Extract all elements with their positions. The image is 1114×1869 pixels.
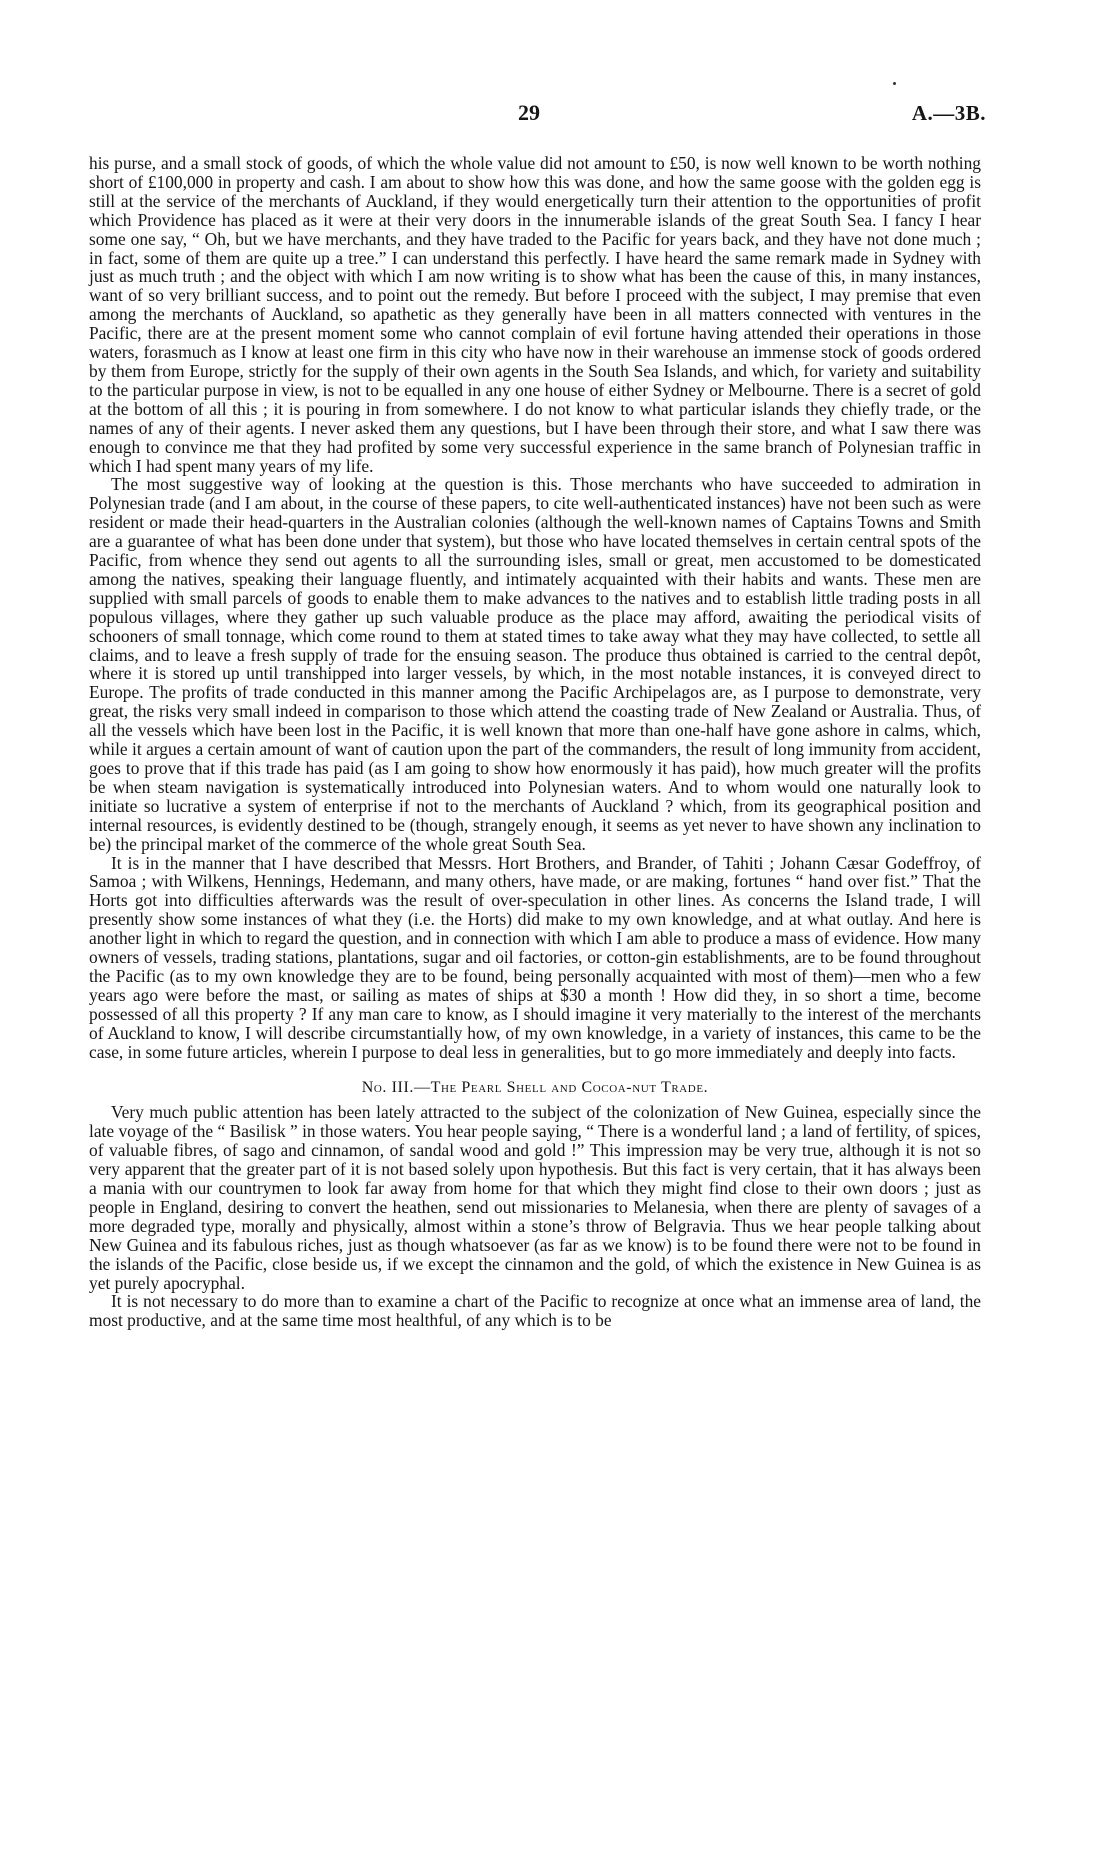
body-text <box>89 154 981 1330</box>
document-reference: A.—3B. <box>911 101 986 125</box>
paragraph-new-guinea: Very much public attention has been lately attracted to the subject of the colonization of New Guinea, especially since the late voyage of the “ Basilisk ” in those waters. You hear people saying, “ There is a wonderful land ; a land of fertility, of spices, of valuable fibres, of sago and cinnamon, of sandal wood and gold !” This impression may be very true, although it is not so very apparent that the greater part of it is not based solely upon hypothesis. But this fact is very certain, that it has always been a mania with our countrymen to look far away from home for that which they might find close to their own doors ; just as people in England, desiring to convert the heathen, send out missionaries to Melanesia, when there are plenty of savages of a more degraded type, morally and physically, almost within a stone’s throw of Belgravia. Thus we hear people talking about New Guinea and its fabulous riches, just as though whatsoever (as far as we know) is to be found there were not to be found in the islands of the Pacific, close beside us, if we except the cinnamon and the gold, of which the existence in New Guinea is as yet purely apocryphal. <box>89 1102 981 1293</box>
paragraph-suggestive-way: The most suggestive way of looking at the question is this. Those merchants who have succeeded to admiration in Polynesian trade (and I am about, in the course of these papers, to cite well-authenticated instances) have not been such as were resident or made their head-quarters in the Australian colonies (although the well-known names of Captains Towns and Smith are a guarantee of what has been done under that system), but those who have located themselves in certain central spots of the Pacific, from whence they send out agents to all the surrounding isles, small or great, men accustomed to be domesticated among the natives, speaking their language fluently, and intimately acquainted with their habits and wants. These men are supplied with small parcels of goods to enable them to make advances to the natives and to establish little trading posts in all populous villages, where they gather up such valuable produce as the place may afford, awaiting the periodical visits of schooners of small tonnage, which come round to them at stated times to take away what they may have collected, to settle all claims, and to leave a fresh supply of trade for the ensuing season. The produce thus obtained is carried to the central depôt, where it is stored up until transhipped into larger vessels, by which, in the most notable instances, it is conveyed direct to Europe. The profits of trade conducted in this manner among the Pacific Archipelagos are, as I purpose to demonstrate, very great, the risks very small indeed in comparison to those which attend the coasting trade of New Zealand or Australia. Thus, of all the vessels which have been lost in the Pacific, it is well known that more than one-half have gone ashore in calms, which, while it argues a certain amount of want of caution upon the part of the commanders, the result of long immunity from accident, goes to prove that if this trade has paid (as I am going to show how enormously it has paid), how much greater will the profits be when steam navigation is systematically introduced into Polynesian waters. And to whom would one naturally look to initiate so lucrative a system of enterprise if not to the merchants of Auckland ? which, from its geographical position and internal resources, is evidently destined to be (though, strangely enough, it seems as yet never to have shown any inclination to be) the principal market of the commerce of the whole great South Sea. <box>89 474 981 854</box>
margin-dot <box>893 82 896 85</box>
page-number: 29 <box>518 100 540 125</box>
paragraph-hort-brothers: It is in the manner that I have described that Messrs. Hort Brothers, and Brander, of Tahiti ; Johann Cæsar Godeffroy, of Samoa ; with Wilkens, Hennings, Hedemann, and many others, have made, or are making, fortunes “ hand over fist.” That the Horts got into difficulties afterwards was the result of over-speculation in other lines. As concerns the Island trade, I will presently show some instances of what they (i.e. the Horts) did make to my own knowledge, and at what outlay. And here is another light in which to regard the question, and in connection with which I am able to produce a mass of evidence. How many owners of vessels, trading stations, plantations, sugar and oil factories, or cotton-gin establishments, are to be found throughout the Pacific (as to my own knowledge they are to be found, being personally acquainted with most of them)—men who a few years ago were before the mast, or sailing as mates of ships at $30 a month ! How did they, in so short a time, become possessed of all this property ? If any man care to know, as I should imagine it very materially to the interest of the merchants of Auckland to know, I will describe circumstantially how, of my own knowledge, in a variety of instances, this came to be the case, in some future articles, wherein I purpose to deal less in generalities, but to go more immediately and deeply into facts. <box>89 852 981 1062</box>
section-heading: No. III.—The Pearl Shell and Cocoa-nut Trade. <box>361 1078 709 1096</box>
paragraph-continued: his purse, and a small stock of goods, of which the whole value did not amount to £50, is now well known to be worth nothing short of £100,000 in property and cash. I am about to show how this was done, and how the same goose with the golden egg is still at the service of the merchants of Auckland, if they would energetically turn their attention to the opportunities of profit which Providence has placed as it were at their very doors in the innumerable islands of the great South Sea. I fancy I hear some one say, “ Oh, but we have merchants, and they have traded to the Pacific for years back, and they have not done much ; in fact, some of them are quite up a tree.” I can understand this perfectly. I have heard the same remark made in Sydney with just as much truth ; and the object with which I am now writing is to show what has been the cause of this, in many instances, want of so very brilliant success, and to point out the remedy. But before I proceed with the subject, I may premise that even among the merchants of Auckland, so apathetic as they generally have been in all matters connected with ventures in the Pacific, there are at the present moment some who cannot complain of evil fortune having attended their operations in those waters, forasmuch as I know at least one firm in this city who have now in their warehouse an immense stock of goods ordered by them from Europe, strictly for the supply of their own agents in the South Sea Islands, and which, for variety and suitability to the particular purpose in view, is not to be equalled in any one house of either Sydney or Melbourne. There is a secret of gold at the bottom of all this ; it is pouring in from somewhere. I do not know to what particular islands they chiefly trade, or the names of any of their agents. I never asked them any questions, but I have been through their store, and what I saw there was enough to convince me that they had profited by some very successful experience in the same branch of Polynesian traffic in which I had spent many years of my life. <box>89 153 981 476</box>
paragraph-chart-of-pacific: It is not necessary to do more than to examine a chart of the Pacific to recognize at once what an immense area of land, the most productive, and at the same time most healthful, of any which is to be <box>89 1291 981 1331</box>
